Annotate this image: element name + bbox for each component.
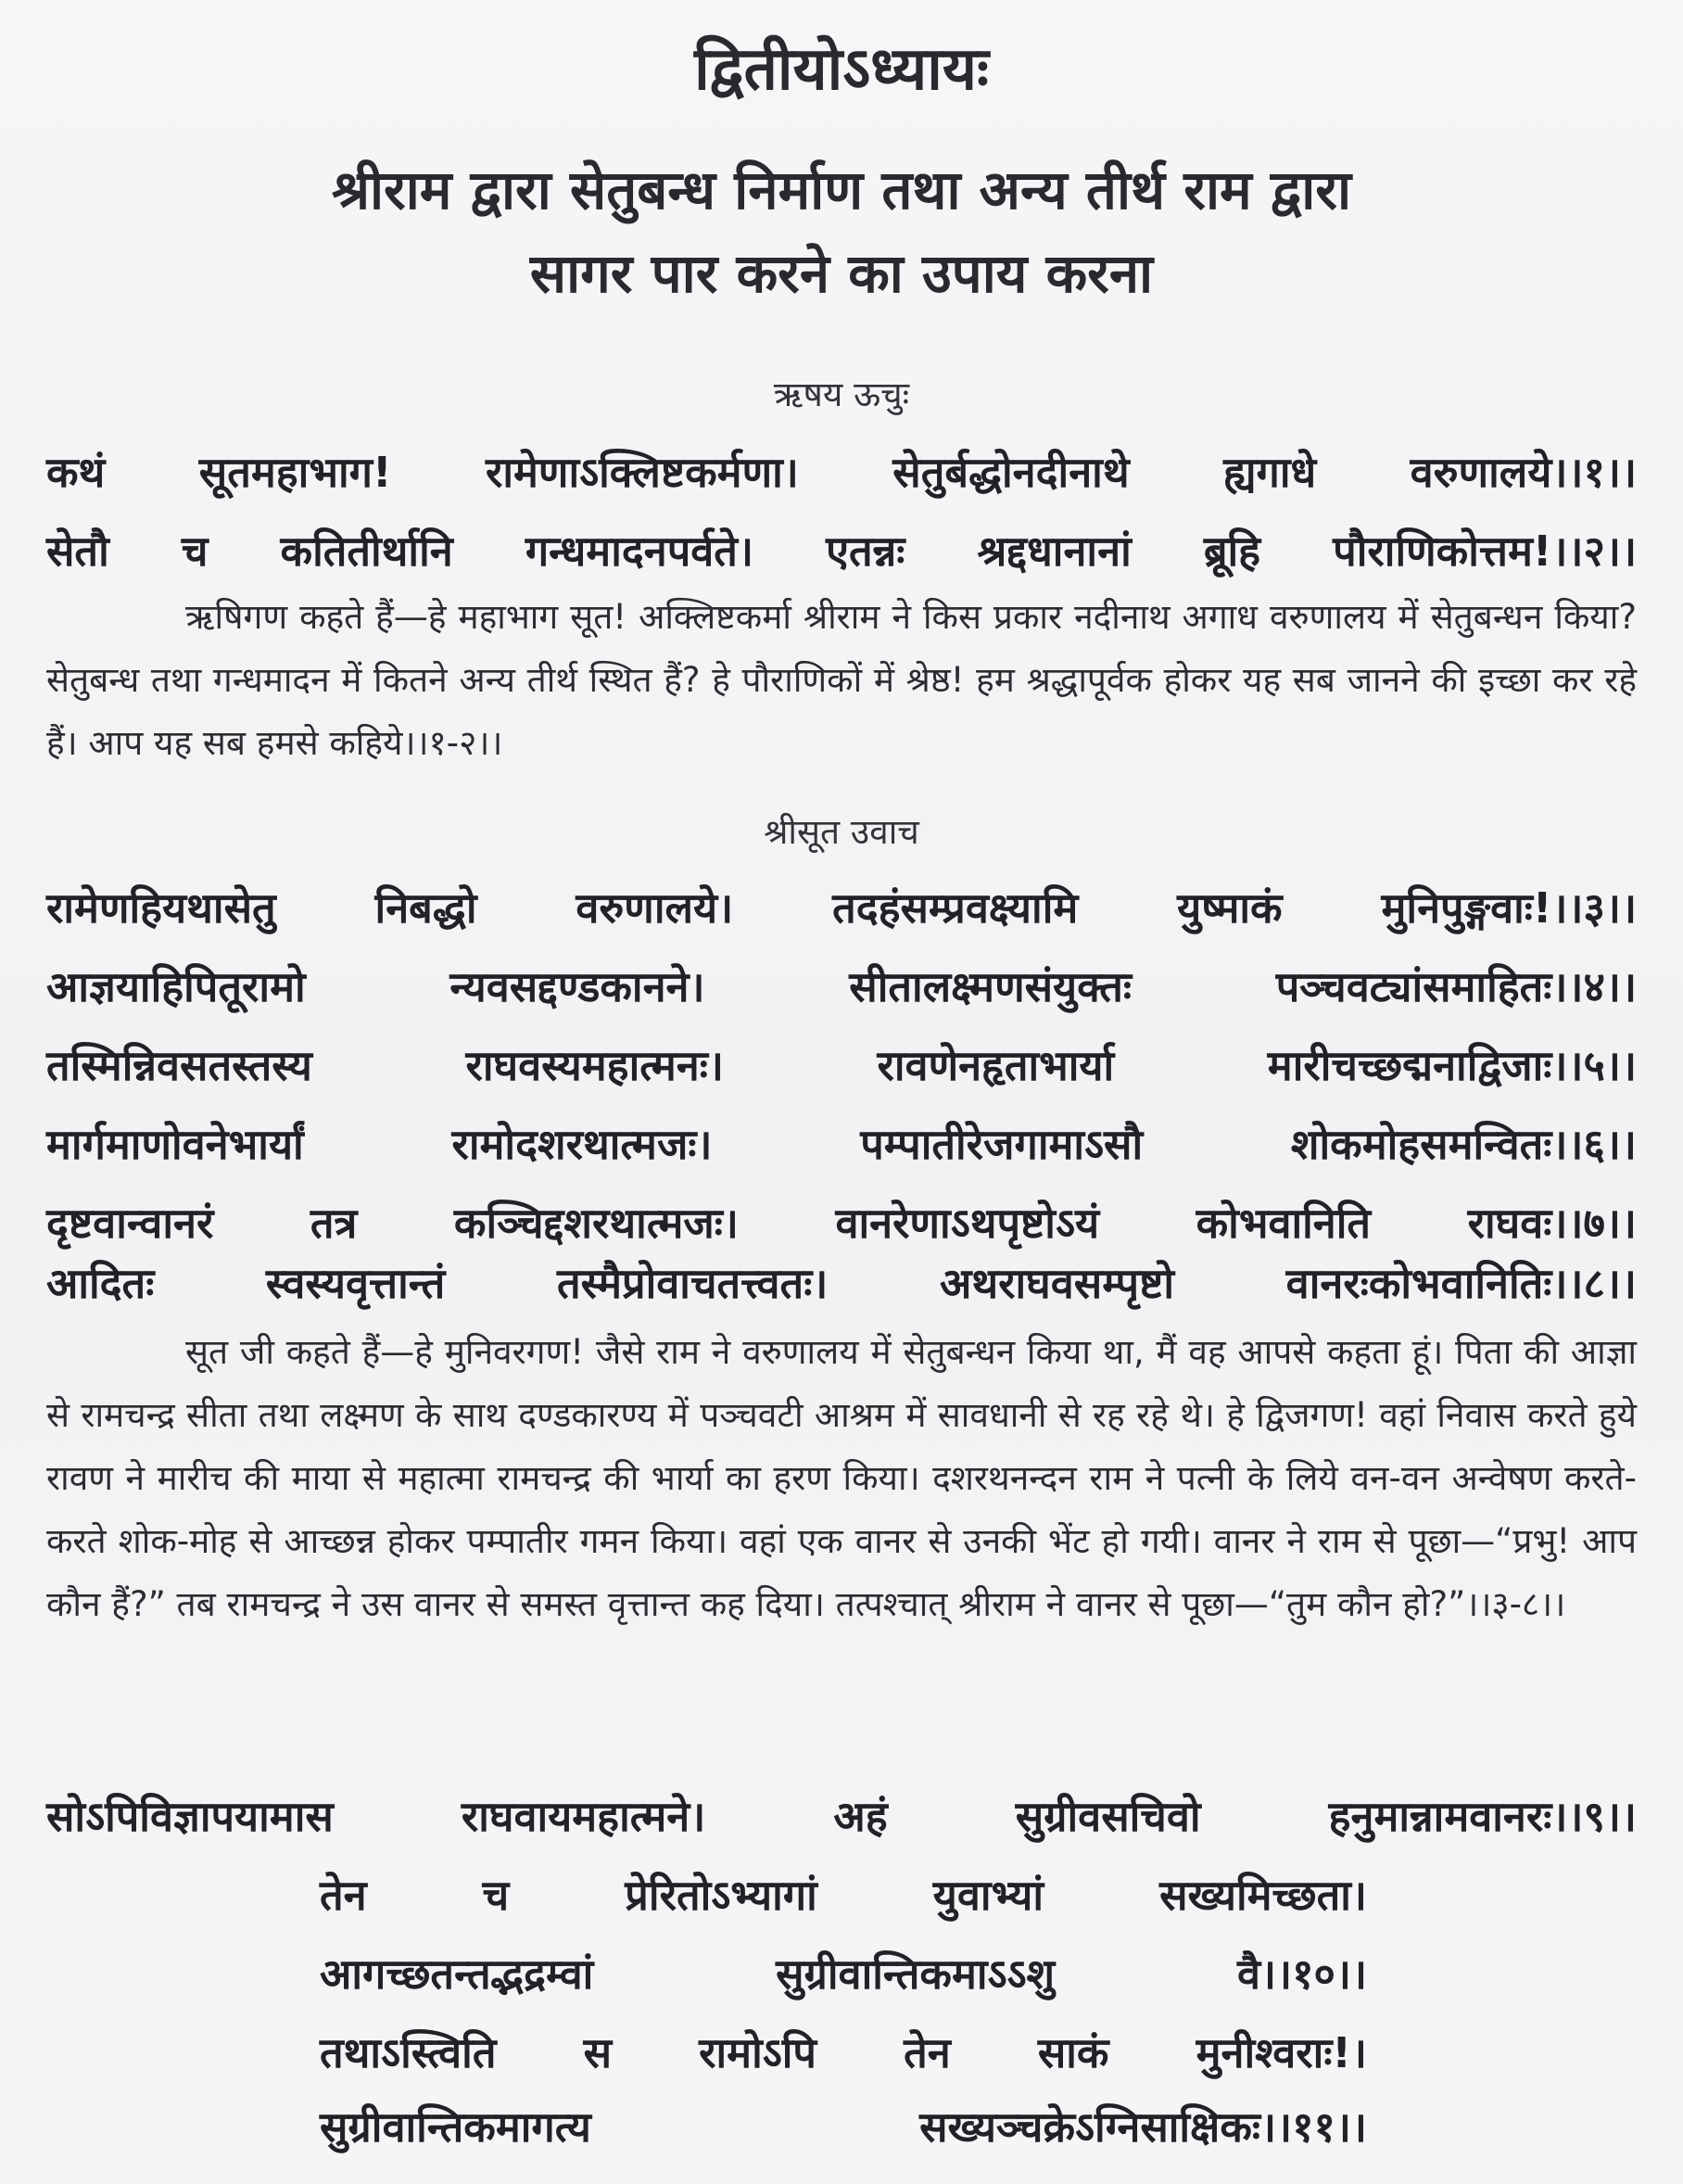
translation-1-2-text: ऋषिगण कहते हैं—हे महाभाग सूत! अक्लिष्टकर्मा श्रीराम ने किस प्रकार नदीनाथ अगाध वरुणालय में सेतुबन्धन किया? सेतुबन्ध तथा गन्धमादन में कितने अन्य तीर्थ स्थित हैं? हे पौराणिकों में श्रेष्ठ! हम श्रद्धापूर्वक होकर यह सब जानने की इच्छा कर रहे हैं। आप यह सब हमसे कहिये।।१-२।।: [46, 597, 1637, 763]
verse-6: मार्गमाणोवनेभार्यां रामोदशरथात्मजः। पम्पातीरेजगामाऽसौ शोकमोहसमन्वितः।।६।।: [46, 1120, 1637, 1169]
verse-3: रामेणहियथासेतु निबद्धो वरुणालये। तदहंसम्प्रवक्ष्यामि युष्माकं मुनिपुङ्गवाः!।।३।।: [46, 883, 1637, 933]
verse-10-line-2: आगच्छतन्तद्भद्रम्वां सुग्रीवान्तिकमाऽऽशु वै।।१०।।: [320, 1949, 1367, 1999]
verse-11-line-1: तथाऽस्त्विति स रामोऽपि तेन साकं मुनीश्वराः!।: [320, 2028, 1367, 2077]
verse-5: तस्मिन्निवसतस्तस्य राघवस्यमहात्मनः। रावणेनहृताभार्या मारीचच्छद्मनाद्विजाः।।५।।: [46, 1041, 1637, 1090]
subtitle-line-1: श्रीराम द्वारा सेतुबन्ध निर्माण तथा अन्य तीर्थ राम द्वारा: [331, 159, 1352, 222]
translation-3-8: [46, 1321, 1637, 1636]
verse-4: आज्ञयाहिपितूरामो न्यवसद्दण्डकानने। सीतालक्ष्मणसंयुक्तः पञ्चवट्यांसमाहितः।।४।।: [46, 962, 1637, 1011]
verse-11-line-2: सुग्रीवान्तिकमागत्य सख्यञ्चक्रेऽग्निसाक्षिकः।।११।।: [320, 2102, 1367, 2152]
speaker-suta: श्रीसूत उवाच: [764, 812, 919, 852]
verse-10-line-1: तेन च प्रेरितोऽभ्यागां युवाभ्यां सख्यमिच्छता।: [320, 1871, 1367, 1920]
verse-2: सेतौ च कतितीर्थानि गन्धमादनपर्वते। एतन्नः श्रद्दधानानां ब्रूहि पौराणिकोत्तम!।।२।।: [46, 527, 1637, 576]
verse-9: सोऽपिविज्ञापयामास राघवायमहात्मने। अहं सुग्रीवसचिवो हनुमान्नामवानरः।।९।।: [46, 1792, 1637, 1841]
verse-1: कथं सूतमहाभाग! रामेणाऽक्लिष्टकर्मणा। सेतुर्बद्धोनदीनाथे ह्यगाधे वरुणालये।।१।।: [46, 448, 1637, 497]
chapter-title: द्वितीयोऽध्यायः: [694, 35, 989, 104]
subtitle-line-2: सागर पार करने का उपाय करना: [529, 242, 1154, 305]
verse-7: दृष्टवान्वानरं तत्र कञ्चिद्दशरथात्मजः। वानरेणाऽथपृष्टोऽयं कोभवानिति राघवः।।७।।: [46, 1199, 1637, 1248]
speaker-rishaya: ऋषय ऊचुः: [773, 375, 910, 414]
verse-8: आदितः स्वस्यवृत्तान्तं तस्मैप्रोवाचतत्त्वतः। अथराघवसम्पृष्टो वानरःकोभवानितिः।।८।।: [46, 1259, 1637, 1308]
translation-1-2: [46, 586, 1637, 775]
translation-3-8-text: सूत जी कहते हैं—हे मुनिवरगण! जैसे राम ने वरुणालय में सेतुबन्धन किया था, मैं वह आपसे कहता हूं। पिता की आज्ञा से रामचन्द्र सीता तथा लक्ष्मण के साथ दण्डकारण्य में पञ्चवटी आश्रम में सावधानी से रह रहे थे। हे द्विजगण! वहां निवास करते हुये रावण ने मारीच की माया से महात्मा रामचन्द्र की भार्या का हरण किया। दशरथनन्दन राम ने पत्नी के लिये वन-वन अन्वेषण करते-करते शोक-मोह से आच्छन्न होकर पम्पातीर गमन किया। वहां एक वानर से उनकी भेंट हो गयी। वानर ने राम से पूछा—“प्रभु! आप कौन हैं?” तब रामचन्द्र ने उस वानर से समस्त वृत्तान्त कह दिया। तत्पश्चात् श्रीराम ने वानर से पूछा—“तुम कौन हो?”।।३-८।।: [46, 1332, 1637, 1624]
